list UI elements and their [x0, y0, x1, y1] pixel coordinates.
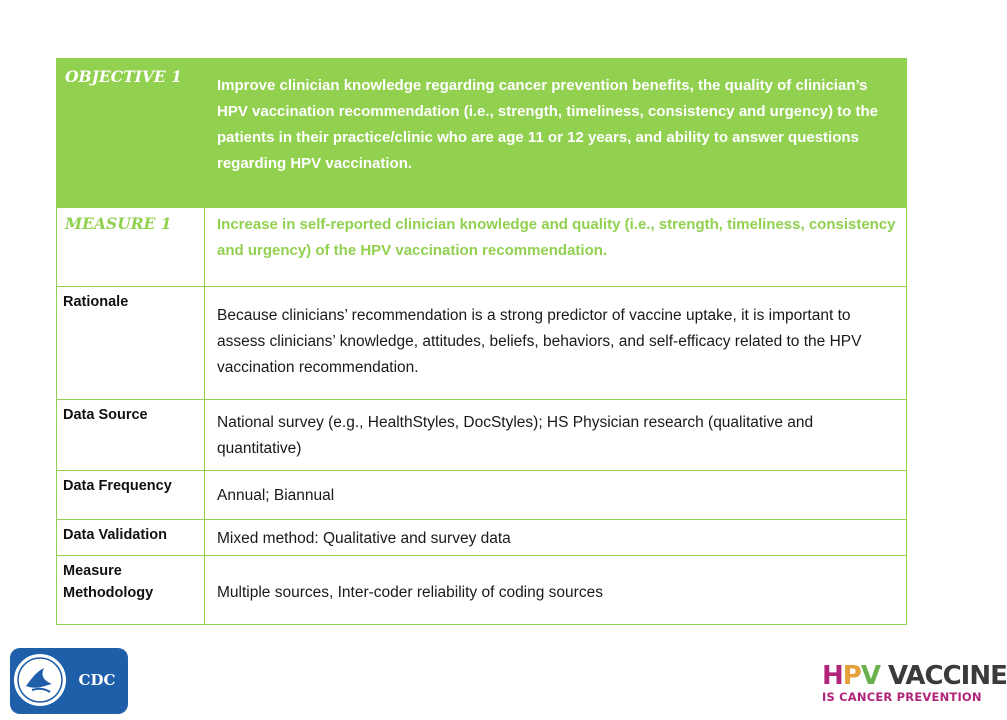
measure-text: Increase in self-reported clinician knowledge and quality (i.e., strength, timeliness, consistency and urgency) of the HPV vaccination recommendation.: [217, 216, 896, 259]
measure-text-cell: [205, 208, 907, 287]
hpv-letter-v: V: [860, 661, 880, 691]
objective-label: OBJECTIVE 1: [65, 67, 182, 86]
row-label: Data Source: [63, 407, 148, 423]
hpv-letter-h: H: [822, 661, 843, 691]
row-value: Mixed method: Qualitative and survey data: [217, 530, 511, 547]
row-label-cell: [57, 400, 205, 471]
row-label: Rationale: [63, 294, 129, 310]
row-value-cell: [205, 287, 907, 400]
objective-label-cell: [57, 59, 205, 208]
row-value: National survey (e.g., HealthStyles, DocStyles); HS Physician research (qualitative and quantitative): [217, 414, 814, 457]
cdc-logo: CDC: [72, 662, 122, 698]
table-row: [57, 400, 907, 471]
row-value: Because clinicians’ recommendation is a strong predictor of vaccine uptake, it is important to assess clinicians’ knowledge, attitudes, beliefs, behaviors, and self-efficacy related to the HPV vaccination recommendation.: [217, 307, 862, 376]
objective-text: Improve clinician knowledge regarding cancer prevention benefits, the quality of clinician’s HPV vaccination recommendation (i.e., strength, timeliness, consistency and urgency) to the patients in their practice/clinic who are age 11 or 12 years, and ability to answer questions regarding HPV vaccination.: [217, 77, 878, 172]
table-row: [57, 556, 907, 625]
row-label-cell: [57, 471, 205, 520]
row-label-cell: [57, 287, 205, 400]
hpv-logo-title: [822, 661, 1007, 691]
table-row: [57, 287, 907, 400]
row-label-cell: [57, 556, 205, 625]
hhs-seal-icon: [12, 652, 68, 708]
footer: [0, 640, 1007, 720]
row-value-cell: [205, 400, 907, 471]
hpv-letter-p: P: [842, 661, 861, 691]
hpv-logo-vaccine-word: VACCINE: [879, 661, 1007, 691]
row-value: Multiple sources, Inter-coder reliability of coding sources: [217, 584, 603, 601]
row-value-cell: [205, 556, 907, 625]
row-value-cell: [205, 471, 907, 520]
objective-text-cell: [205, 59, 907, 208]
row-label: Data Validation: [63, 527, 167, 543]
objective-row: [57, 59, 907, 208]
row-value-cell: [205, 520, 907, 556]
table-row: [57, 471, 907, 520]
row-value: Annual; Biannual: [217, 487, 335, 504]
measure-label: MEASURE 1: [65, 214, 172, 233]
measure-label-cell: [57, 208, 205, 287]
row-label-cell: [57, 520, 205, 556]
objective-measure-table: [56, 58, 907, 625]
hpv-logo-subtitle: IS CANCER PREVENTION: [822, 690, 982, 704]
measure-row: [57, 208, 907, 287]
eagle-icon: [14, 654, 66, 706]
row-label: Measure Methodology: [63, 563, 154, 601]
hpv-vaccine-logo: [822, 661, 1007, 710]
table-row: [57, 520, 907, 556]
row-label: Data Frequency: [63, 478, 172, 494]
